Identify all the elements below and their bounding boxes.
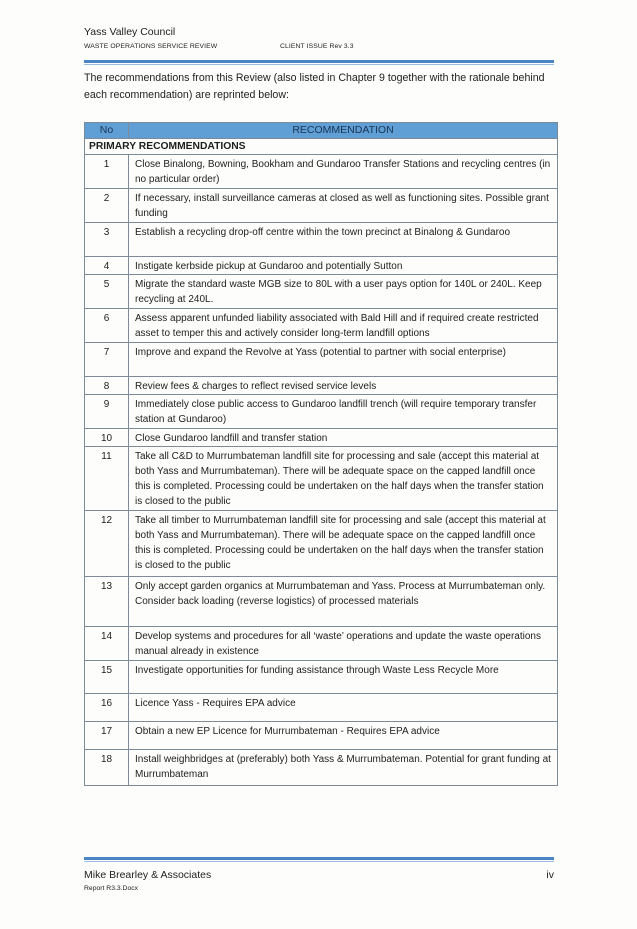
recommendation-number: 2 (85, 189, 129, 223)
header-subline (84, 43, 554, 50)
page-number: iv (546, 869, 554, 881)
recommendation-text: Install weighbridges at (preferably) both Yass & Murrumbateman. Potential for grant funding at Murrumbateman (129, 750, 558, 786)
recommendation-number: 1 (85, 155, 129, 189)
header-rule-thin (84, 64, 554, 65)
document-title: WASTE OPERATIONS SERVICE REVIEW (84, 43, 218, 50)
recommendation-text: If necessary, install surveillance cameras at closed as well as functioning sites. Possible grant funding (129, 189, 558, 223)
recommendation-text: Investigate opportunities for funding assistance through Waste Less Recycle More (129, 661, 558, 694)
recommendation-text: Review fees & charges to reflect revised service levels (129, 377, 558, 395)
intro-paragraph: The recommendations from this Review (also listed in Chapter 9 together with the rationale behind each recommendation) are reprinted below: (84, 72, 545, 101)
recommendation-text: Migrate the standard waste MGB size to 80L with a user pays option for 140L or 240L. Keep recycling at 240L. (129, 275, 558, 309)
table-row (85, 661, 558, 694)
table-header-row (85, 123, 558, 139)
recommendation-number: 11 (85, 447, 129, 511)
recommendation-text: Assess apparent unfunded liability associated with Bald Hill and if required create restricted asset to temper this and actively consider long-term landfill options (129, 309, 558, 343)
recommendation-text: Take all timber to Murrumbateman landfill site for processing and sale (accept this material at both Yass and Murrumbateman). There will be adequate space on the capped landfill once this is completed. Processing could be undertaken on the half days when the transfer station is closed to the public (129, 511, 558, 577)
recommendation-number: 9 (85, 395, 129, 429)
recommendation-number: 14 (85, 627, 129, 661)
table-row (85, 343, 558, 377)
recommendation-number: 5 (85, 275, 129, 309)
recommendation-text: Establish a recycling drop-off centre within the town precinct at Binalong & Gundaroo (129, 223, 558, 257)
recommendations-table (84, 122, 558, 786)
recommendation-number: 13 (85, 577, 129, 627)
recommendation-number: 7 (85, 343, 129, 377)
section-row (85, 139, 558, 155)
column-header-recommendation: RECOMMENDATION (129, 123, 558, 139)
recommendation-text: Develop systems and procedures for all ‘waste’ operations and update the waste operations manual already in existence (129, 627, 558, 661)
recommendation-text: Take all C&D to Murrumbateman landfill site for processing and sale (accept this material at both Yass and Murrumbateman). There will be adequate space on the capped landfill once this is completed. Processing could be undertaken on the half days when the transfer station is closed to the public (129, 447, 558, 511)
table-row (85, 155, 558, 189)
recommendation-text: Instigate kerbside pickup at Gundaroo and potentially Sutton (129, 257, 558, 275)
issue-label: CLIENT ISSUE Rev 3.3 (280, 43, 354, 50)
recommendation-number: 8 (85, 377, 129, 395)
table-row (85, 309, 558, 343)
recommendation-number: 6 (85, 309, 129, 343)
footer-rule (84, 857, 554, 860)
recommendation-text: Close Binalong, Bowning, Bookham and Gundaroo Transfer Stations and recycling centres (in no particular order) (129, 155, 558, 189)
recommendation-text: Improve and expand the Revolve at Yass (potential to partner with social enterprise) (129, 343, 558, 377)
recommendation-text: Licence Yass - Requires EPA advice (129, 694, 558, 722)
table-row (85, 395, 558, 429)
table-row (85, 377, 558, 395)
recommendation-number: 10 (85, 429, 129, 447)
table-row (85, 275, 558, 309)
table-row (85, 189, 558, 223)
recommendation-text: Obtain a new EP Licence for Murrumbateman - Requires EPA advice (129, 722, 558, 750)
table-row (85, 694, 558, 722)
table-row (85, 511, 558, 577)
recommendation-text: Immediately close public access to Gundaroo landfill trench (will require temporary transfer station at Gundaroo) (129, 395, 558, 429)
recommendation-number: 15 (85, 661, 129, 694)
report-filename: Report R3.3.Docx (84, 885, 139, 892)
footer-rule-thin (84, 861, 554, 862)
table-row (85, 257, 558, 275)
recommendation-number: 12 (85, 511, 129, 577)
table-row (85, 447, 558, 511)
table-row (85, 429, 558, 447)
table-row (85, 722, 558, 750)
company-name: Mike Brearley & Associates (84, 869, 212, 881)
recommendation-number: 3 (85, 223, 129, 257)
recommendation-number: 16 (85, 694, 129, 722)
recommendation-number: 18 (85, 750, 129, 786)
page-header (84, 26, 554, 50)
section-title: PRIMARY RECOMMENDATIONS (85, 139, 558, 155)
table-row (85, 223, 558, 257)
page-footer (84, 869, 554, 892)
header-rule (84, 60, 554, 63)
recommendation-text: Close Gundaroo landfill and transfer station (129, 429, 558, 447)
column-header-no: No (85, 123, 129, 139)
table-row (85, 627, 558, 661)
table-row (85, 577, 558, 627)
table-row (85, 750, 558, 786)
organization-name: Yass Valley Council (84, 26, 176, 38)
recommendation-text: Only accept garden organics at Murrumbateman and Yass. Process at Murrumbateman only. Consider back loading (reverse logistics) of processed materials (129, 577, 558, 627)
recommendation-number: 4 (85, 257, 129, 275)
recommendation-number: 17 (85, 722, 129, 750)
